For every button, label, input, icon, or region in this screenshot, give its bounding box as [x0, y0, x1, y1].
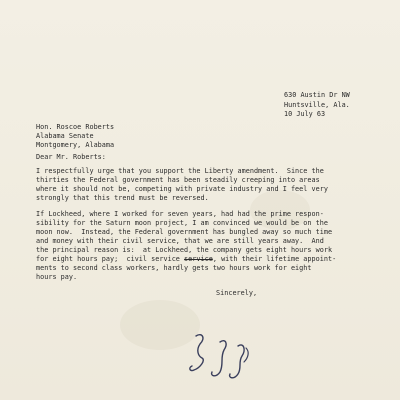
handwritten-signature [186, 328, 266, 383]
paragraph-1-line: where it should not be, competing with private industry and I feel very [36, 185, 328, 193]
closing: Sincerely, [216, 289, 258, 297]
paragraph-2-segment: , with their lifetime appoint- [212, 255, 337, 263]
letter-date: 10 July 63 [284, 110, 326, 118]
paragraph-2-line-with-strike [36, 256, 336, 263]
paragraph-2-line: If Lockheed, where I worked for seven years, had had the prime respon- [36, 210, 324, 218]
paragraph-2-line: the principal reason is: at Lockheed, the company gets eight hours work [36, 246, 333, 254]
paragraph-1-line: thirties the Federal government has been steadily creeping into areas [36, 176, 320, 184]
recipient-org: Alabama Senate [36, 132, 94, 140]
paragraph-1-line: I respectfully urge that you support the Liberty amendment. Since the [36, 167, 324, 175]
sender-street: 630 Austin Dr NW [284, 91, 350, 99]
paragraph-2-line: ments to second class workers, hardly gets two hours work for eight [36, 264, 312, 272]
paragraph-2-line: hours pay. [36, 273, 78, 281]
paragraph-2-line: moon now. Instead, the Federal government has bungled away so much time [36, 228, 333, 236]
paragraph-1-line: strongly that this trend must be reversed. [36, 194, 209, 202]
paragraph-2-line: sibility for the Saturn moon project, I am convinced we would be on the [36, 219, 328, 227]
recipient-name: Hon. Roscoe Roberts [36, 123, 115, 131]
paragraph-2-line: and money with their civil service, that we are still years away. And [36, 237, 324, 245]
struck-word: service [184, 255, 213, 263]
salutation: Dear Mr. Roberts: [36, 153, 106, 161]
paragraph-2-segment: for eight hours pay; civil service [36, 255, 185, 263]
sender-city: Huntsville, Ala. [284, 101, 350, 109]
recipient-city: Montgomery, Alabama [36, 141, 115, 149]
